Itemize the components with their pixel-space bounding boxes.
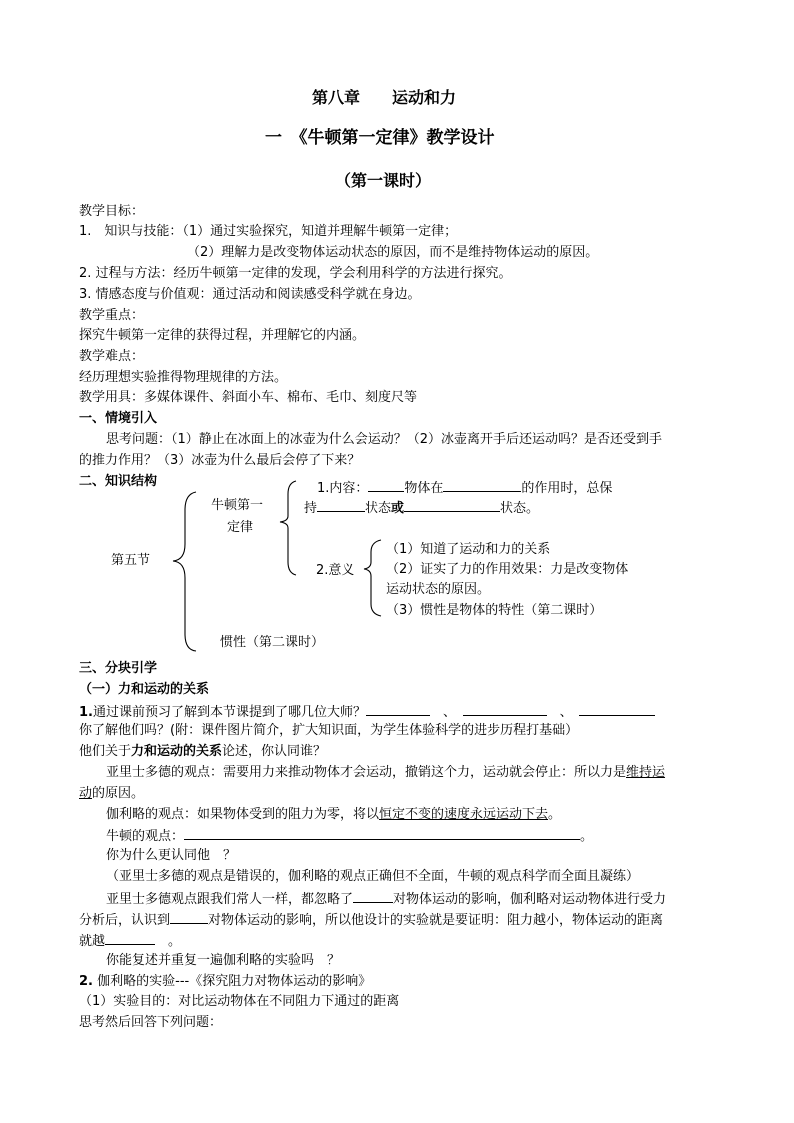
paragraph-text-3a: 就越 xyxy=(79,934,106,949)
blank-master-1 xyxy=(366,702,430,716)
blank-state-2 xyxy=(404,498,500,512)
aristotle-underline-cont: 动 xyxy=(79,786,93,801)
structure-meaning: 2.意义 xyxy=(316,563,355,578)
meaning-1: （1）知道了运动和力的关系 xyxy=(386,542,551,557)
section3-heading: 三、分块引学 xyxy=(79,661,158,676)
section1-line1: 思考问题：（1）静止在冰面上的冰壶为什么会运动？（2）冰壶离开手后还运动吗？是否还受到手 xyxy=(106,432,663,447)
teaching-tools: 教学用具：多媒体课件、斜面小车、棉布、毛巾、刻度尺等 xyxy=(79,390,418,405)
recap-question: 你能复述并重复一遍伽利略的实验吗 ？ xyxy=(106,953,341,968)
paragraph-line2 xyxy=(79,910,663,930)
experiment-purpose: （1）实验目的：对比运动物体在不同阻力下通过的距离 xyxy=(79,994,400,1009)
content-text-c: 的作用时，总保 xyxy=(521,481,613,496)
meaning-2b: 运动状态的原因。 xyxy=(386,582,491,597)
paragraph-text-2a: 分析后，认识到 xyxy=(79,913,171,928)
objectives-heading: 教学目标： xyxy=(79,204,145,219)
objective-1: 1. 知识与技能：（1）通过实验探究，知道并理解牛顿第一定律； xyxy=(79,224,458,239)
newton-view xyxy=(106,826,593,846)
paragraph-text-2b: 对物体运动的影响，所以他设计的实验就是要证明：阻力越小，物体运动的距离 xyxy=(208,913,664,928)
experiment-title xyxy=(79,973,371,991)
question-1 xyxy=(79,702,655,722)
section1-line2: 的推力作用？（3）冰壶为什么最后会停了下来？ xyxy=(79,453,361,468)
structure-law-line2: 定律 xyxy=(227,520,254,535)
aristotle-text: 亚里士多德的观点：需要用力来推动物体才会运动，撤销这个力，运动就会停止：所以力是 xyxy=(106,765,627,780)
section3-sub1: （一）力和运动的关系 xyxy=(79,682,210,697)
question-3-text-a: 他们关于 xyxy=(79,744,132,759)
galileo-end: 。 xyxy=(548,807,562,822)
newton-label: 牛顿的观点： xyxy=(106,829,185,844)
content-text-g: 状态。 xyxy=(500,501,540,516)
period-title: （第一课时） xyxy=(335,171,432,190)
difficulties-text: 经历理想实验推得物理规律的方法。 xyxy=(79,370,288,385)
experiment-number: 2. xyxy=(79,974,93,989)
aristotle-view-cont xyxy=(79,785,144,803)
galileo-view xyxy=(106,806,561,824)
content-text-d: 持 xyxy=(304,501,318,516)
blank-resistance-1 xyxy=(353,889,393,903)
question-1-text: 通过课前预习了解到本节课提到了哪几位大师？ xyxy=(92,705,366,720)
section2-heading: 二、知识结构 xyxy=(79,474,158,489)
aristotle-end: 的原因。 xyxy=(92,786,145,801)
question-3-text-c: 论述，你认同谁？ xyxy=(222,744,327,759)
content-label: 1.内容： xyxy=(317,481,369,496)
structure-content-line2 xyxy=(304,498,539,518)
blank-force-condition xyxy=(443,478,521,492)
experiment-text: 伽利略的实验---《探究阻力对物体运动的影响》 xyxy=(97,974,372,989)
paragraph-text-1a: 亚里士多德观点跟我们常人一样，都忽略了 xyxy=(106,892,354,907)
lesson-title: 一 《牛顿第一定律》教学设计 xyxy=(265,128,495,148)
objective-1b: （2）理解力是改变物体运动状态的原因，而不是维持物体运动的原因。 xyxy=(187,245,599,260)
question-2: 你了解他们吗？(附：课件图片简介，扩大知识面，为学生体验科学的进步历程打基础） xyxy=(79,723,579,738)
blank-master-2 xyxy=(463,702,547,716)
blank-master-3 xyxy=(579,702,655,716)
key-points-heading: 教学重点： xyxy=(79,308,145,323)
answer-note: （亚里士多德的观点是错误的，伽利略的观点正确但不全面，牛顿的观点科学而全面且凝练） xyxy=(106,869,640,884)
objective-3: 3. 情感态度与价值观：通过活动和阅读感受科学就在身边。 xyxy=(79,287,421,302)
content-text-b: 物体在 xyxy=(404,481,444,496)
galileo-text: 伽利略的观点：如果物体受到的阻力为零，将以 xyxy=(106,807,380,822)
chapter-title: 第八章 运动和力 xyxy=(312,88,457,107)
blank-resistance-2 xyxy=(170,910,208,924)
question-3 xyxy=(79,743,326,761)
structure-inertia: 惯性（第二课时） xyxy=(220,635,325,650)
blank-newton-view xyxy=(184,826,580,840)
separator-1: 、 xyxy=(443,705,450,720)
content-text-e: 状态 xyxy=(365,501,392,516)
structure-root: 第五节 xyxy=(111,553,151,568)
newton-end: 。 xyxy=(580,829,594,844)
aristotle-view xyxy=(106,764,665,782)
blank-state-1 xyxy=(317,498,365,512)
paragraph-text-1b: 对物体运动的影响，伽利略对运动物体进行受力 xyxy=(393,892,667,907)
objective-2: 2. 过程与方法：经历牛顿第一定律的发现，学会利用科学的方法进行探究。 xyxy=(79,266,512,281)
key-points-text: 探究牛顿第一定律的获得过程，并理解它的内涵。 xyxy=(79,328,366,343)
paragraph-text-3b: 。 xyxy=(168,934,182,949)
why-question: 你为什么更认同他 ？ xyxy=(106,848,237,863)
difficulties-heading: 教学难点： xyxy=(79,349,145,364)
separator-2: 、 xyxy=(559,705,567,720)
question-3-emphasis: 力和运动的关系 xyxy=(131,744,223,759)
galileo-underline: 恒定不变的速度永远运动下去 xyxy=(379,807,549,822)
question-1-number: 1. xyxy=(79,705,93,720)
blank-object-type xyxy=(368,478,404,492)
meaning-3: （3）惯性是物体的特性（第二课时） xyxy=(386,603,603,618)
meaning-2a: （2）证实了力的作用效果：力是改变物体 xyxy=(386,562,629,577)
aristotle-underline: 维持运 xyxy=(626,765,666,780)
structure-law-line1: 牛顿第一 xyxy=(211,498,264,513)
content-text-f: 或 xyxy=(391,501,405,516)
structure-content-line1 xyxy=(317,478,612,498)
blank-distance xyxy=(105,931,155,945)
section1-heading: 一、情境引入 xyxy=(79,411,158,426)
paragraph-line1 xyxy=(106,889,666,909)
think-prompt: 思考然后回答下列问题： xyxy=(79,1015,223,1030)
paragraph-line3 xyxy=(79,931,181,951)
